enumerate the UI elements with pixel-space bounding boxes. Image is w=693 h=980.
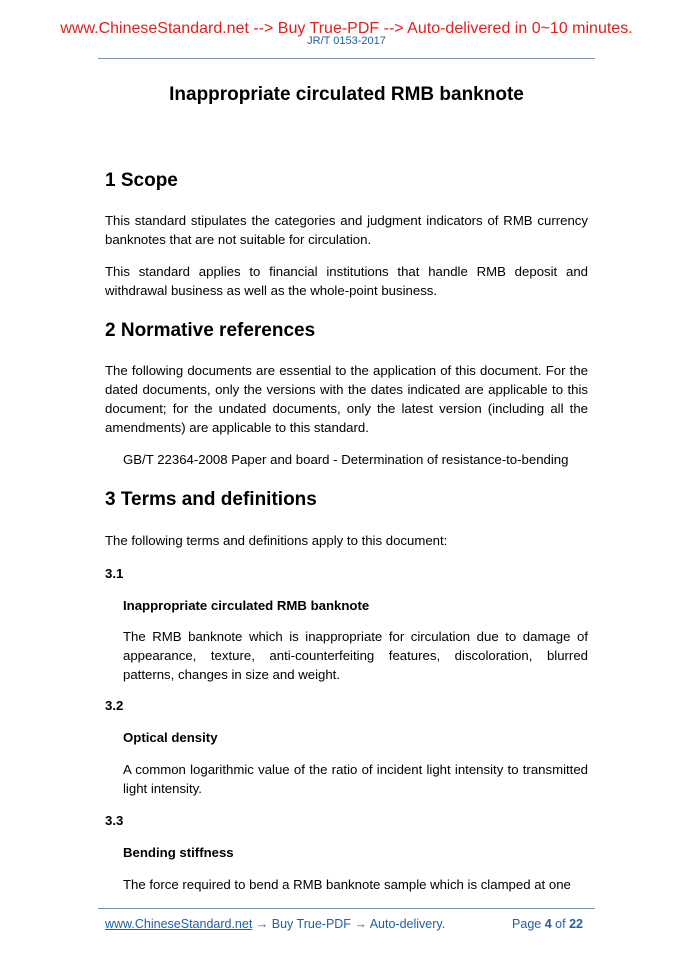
- header-divider: [98, 58, 595, 59]
- normative-paragraph: The following documents are essential to the application of this document. For the dated documents, only the versions with the dates indicated are applicable to this document; for the undated documents, only the latest version (including all the amendments) are applicable to this standard.: [105, 363, 588, 435]
- footer-store-link[interactable]: [105, 916, 445, 932]
- term-title: Optical density: [123, 730, 218, 745]
- term-definition: A common logarithmic value of the ratio of incident light intensity to transmitted light intensity.: [123, 762, 588, 796]
- footer-url[interactable]: www.ChineseStandard.net: [105, 917, 253, 931]
- clause-number: 3.3: [105, 813, 124, 828]
- page-total: 22: [569, 917, 583, 931]
- page-of: of: [555, 917, 566, 931]
- footer-divider: [98, 908, 595, 909]
- clause-number: 3.1: [105, 566, 124, 581]
- page-footer: [105, 916, 595, 934]
- page-label: Page: [512, 917, 542, 931]
- scope-paragraph-2: This standard applies to financial institutions that handle RMB deposit and withdrawal business as well as the whole-point business.: [105, 264, 588, 298]
- terms-intro: The following terms and definitions apply to this document:: [105, 533, 448, 548]
- page-current: 4: [544, 917, 552, 931]
- term-definition: The force required to bend a RMB banknote sample which is clamped at one: [123, 877, 571, 892]
- clause-number: 3.2: [105, 698, 124, 713]
- standard-code: JR/T 0153-2017: [307, 35, 386, 47]
- page-indicator: [512, 916, 583, 932]
- section-heading-terms: 3 Terms and definitions: [105, 489, 317, 510]
- promo-banner[interactable]: www.ChineseStandard.net --> Buy True-PDF --> Auto-delivered in 0~10 minutes.: [60, 20, 633, 37]
- section-heading-scope: 1 Scope: [105, 170, 178, 191]
- reference-item: GB/T 22364-2008 Paper and board - Determination of resistance-to-bending: [123, 452, 569, 467]
- scope-paragraph-1: This standard stipulates the categories and judgment indicators of RMB currency banknotes that are not suitable for circulation.: [105, 213, 588, 247]
- term-title: Inappropriate circulated RMB banknote: [123, 598, 370, 613]
- term-definition: The RMB banknote which is inappropriate for circulation due to damage of appearance, texture, anti-counterfeiting features, discoloration, blurred patterns, changes in size and weight.: [123, 629, 588, 682]
- section-heading-normative-references: 2 Normative references: [105, 320, 316, 341]
- term-title: Bending stiffness: [123, 845, 234, 860]
- document-title: Inappropriate circulated RMB banknote: [169, 84, 524, 105]
- footer-link-text: → Buy True-PDF → Auto-delivery.: [252, 917, 446, 931]
